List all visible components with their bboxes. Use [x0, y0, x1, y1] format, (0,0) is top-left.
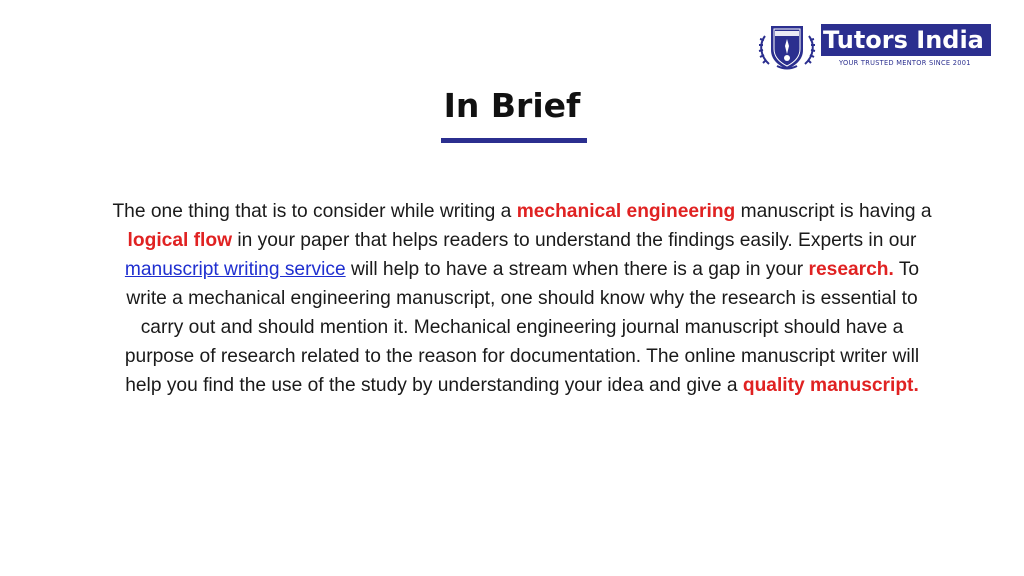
crest-shield-icon	[755, 22, 819, 72]
manuscript-writing-service-link[interactable]: manuscript writing service	[124, 259, 346, 280]
highlight-logical-flow: logical flow	[127, 230, 233, 251]
tutors-india-logo[interactable]	[755, 22, 991, 72]
body-text-2: manuscript is having a	[735, 201, 932, 222]
brand-name: Tutors India	[823, 26, 984, 54]
body-text-3: in your paper that helps readers to understand the findings easily. Experts in our	[232, 230, 917, 251]
body-text-5: To write a mechanical engineering manuscript, one should know why the research is essential to carry out and should mention it. Mechanical engineering journal manuscript should have a purpose of research related to the reason for documentation. The online manuscript writer will help you find the use of the study by understanding your idea and give a	[124, 259, 920, 396]
body-text-4: will help to have a stream when there is a gap in your	[345, 259, 809, 280]
title-underline	[441, 138, 587, 143]
highlight-quality-manuscript: quality manuscript.	[742, 375, 919, 396]
highlight-mechanical-engineering: mechanical engineering	[516, 201, 736, 222]
body-text-1: The one thing that is to consider while writing a	[112, 201, 517, 222]
body-paragraph	[112, 197, 932, 400]
page-title: In Brief	[443, 86, 581, 125]
brand-tagline: YOUR TRUSTED MENTOR SINCE 2001	[839, 59, 971, 67]
highlight-research: research.	[808, 259, 894, 280]
